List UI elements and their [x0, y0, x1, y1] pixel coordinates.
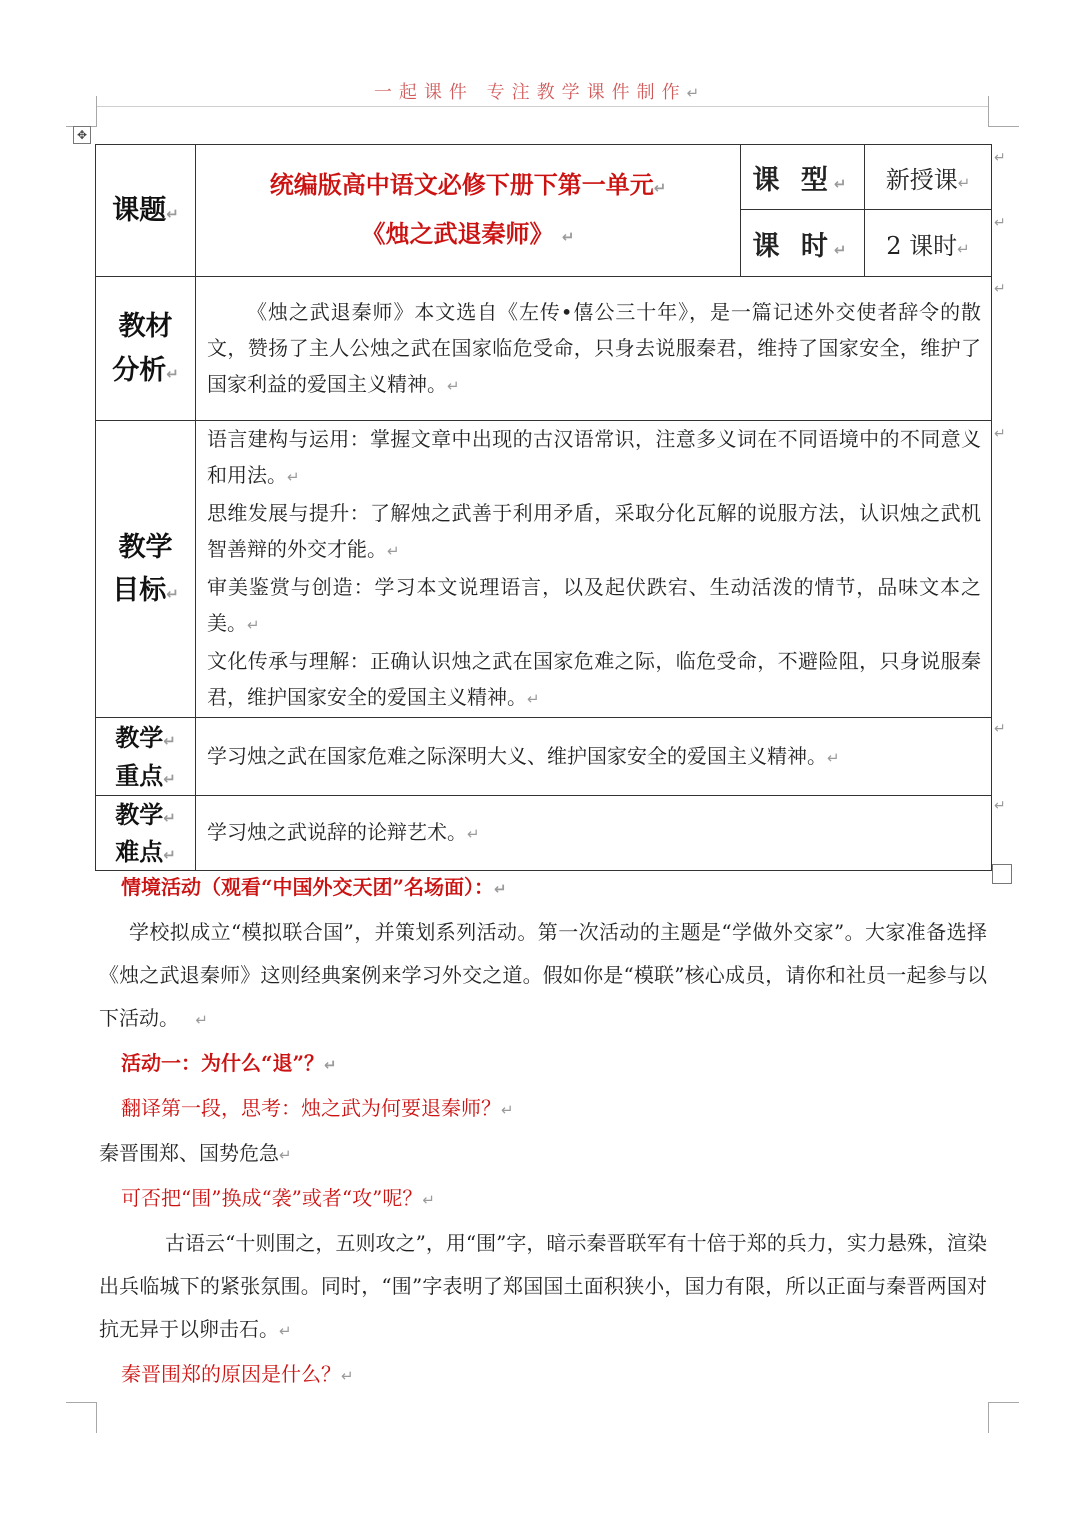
- answer-1: 秦晋围郑、国势危急↵: [99, 1141, 292, 1165]
- difficulty-label: 教学↵ 难点↵: [96, 796, 196, 871]
- difficulty-text: 学习烛之武说辞的论辩艺术。↵: [196, 796, 992, 871]
- goal-item: 语言建构与运用：掌握文章中出现的古汉语常识，注意多义词在不同语境中的不同意义和用法。↵: [207, 427, 981, 487]
- row-end-mark: ↵: [994, 150, 1006, 166]
- analysis-label: 教材 分析↵: [96, 277, 196, 421]
- row-end-mark: ↵: [994, 281, 1006, 297]
- answer-2: 古语云“十则围之，五则攻之”，用“围”字，暗示秦晋联军有十倍于郑的兵力，实力悬殊，渲染出兵临城下的紧张氛围。同时，“围”字表明了郑国国土面积狭小，国力有限，所以正面与秦晋两国对抗无异于以卵击石。↵: [99, 1231, 987, 1341]
- key-point-label: 教学↵ 重点↵: [96, 718, 196, 796]
- intro-paragraph: 学校拟成立“模拟联合国”，并策划系列活动。第一次活动的主题是“学做外交家”。大家准备选择《烛之武退秦师》这则经典案例来学习外交之道。假如你是“模联”核心成员，请你和社员一起参与以下活动。 ↵: [99, 920, 987, 1030]
- goals-label: 教学 目标↵: [96, 421, 196, 718]
- header-rule: [96, 106, 988, 107]
- layout-box-icon: [992, 864, 1012, 884]
- crop-mark-top-right: [988, 96, 1019, 127]
- goals-list: [196, 421, 992, 718]
- activity-heading: 情境活动（观看“中国外交天团”名场面）：↵: [121, 875, 507, 899]
- row-end-mark: ↵: [994, 721, 1006, 737]
- table-move-handle-icon[interactable]: ✥: [73, 126, 91, 144]
- lesson-title: 统编版高中语文必修下册下第一单元↵ 《烛之武退秦师》 ↵: [196, 145, 741, 277]
- question-3: 秦晋围郑的原因是什么？↵: [121, 1362, 354, 1386]
- lesson-hours-value: 2 课时↵: [865, 210, 992, 277]
- row-end-mark: ↵: [994, 215, 1006, 231]
- crop-mark-top-left: [66, 96, 97, 127]
- lesson-hours-label: 课 时↵: [741, 210, 865, 277]
- question-1: 翻译第一段，思考：烛之武为何要退秦师？↵: [121, 1096, 514, 1120]
- analysis-text: 《烛之武退秦师》本文选自《左传•僖公三十年》，是一篇记述外交使者辞令的散文，赞扬了主人公烛之武在国家临危受命，只身去说服秦君，维持了国家安全，维护了国家利益的爱国主义精神。↵: [196, 277, 992, 421]
- document-body: [99, 866, 987, 1398]
- key-point-text: 学习烛之武在国家危难之际深明大义、维护国家安全的爱国主义精神。↵: [196, 718, 992, 796]
- row-end-mark: ↵: [994, 798, 1006, 814]
- goal-item: 思维发展与提升：了解烛之武善于利用矛盾，采取分化瓦解的说服方法，认识烛之武机智善辩的外交才能。↵: [207, 501, 981, 561]
- lesson-type-value: 新授课↵: [865, 145, 992, 210]
- crop-mark-bottom-right: [988, 1402, 1019, 1433]
- question-2: 可否把“围”换成“袭”或者“攻”呢？↵: [121, 1186, 435, 1210]
- lesson-type-label: 课 型↵: [741, 145, 865, 210]
- goal-item: 审美鉴赏与创造：学习本文说理语言，以及起伏跌宕、生动活泼的情节，品味文本之美。↵: [207, 575, 981, 635]
- activity-one-heading: 活动一：为什么“退”？↵: [121, 1051, 337, 1075]
- goal-item: 文化传承与理解：正确认识烛之武在国家危难之际，临危受命，不避险阻，只身说服秦君，维护国家安全的爱国主义精神。↵: [207, 649, 981, 709]
- lesson-plan-table: [95, 144, 992, 871]
- page-header: 一起课件 专注教学课件制作↵: [373, 82, 707, 103]
- crop-mark-bottom-left: [66, 1402, 97, 1433]
- topic-label: 课题↵: [96, 145, 196, 277]
- row-end-mark: ↵: [994, 426, 1006, 442]
